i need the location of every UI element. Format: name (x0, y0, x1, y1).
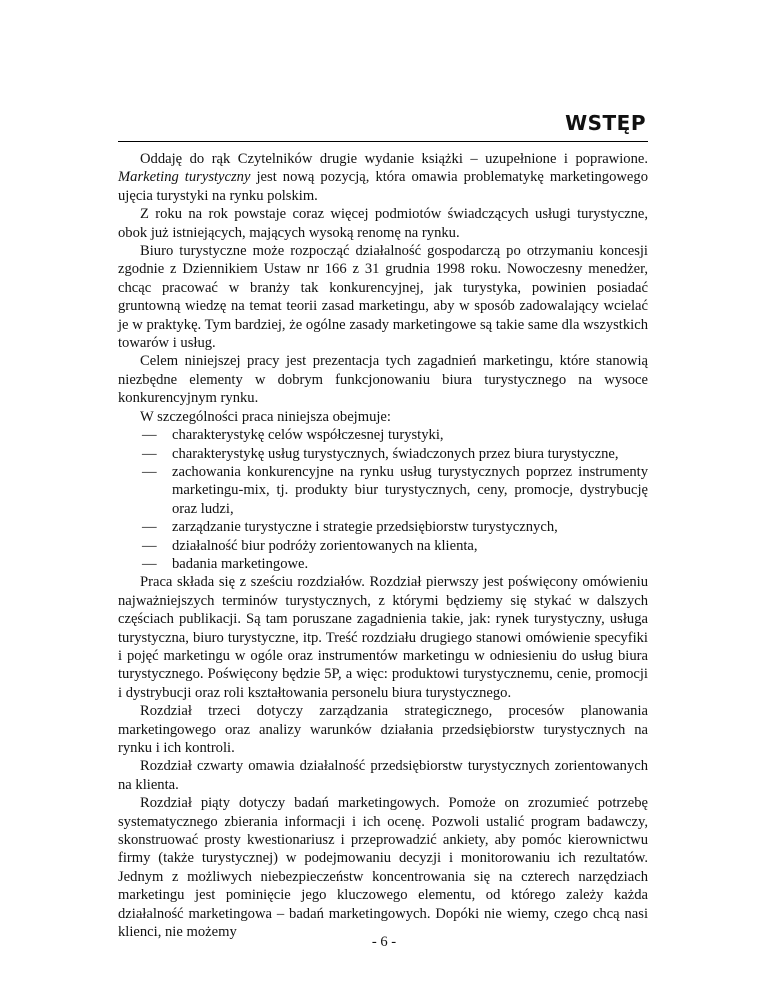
dash-bullet: — (142, 427, 157, 444)
dash-bullet: — (142, 555, 157, 572)
paragraph-1 (118, 150, 648, 205)
header-rule (118, 141, 648, 142)
list-item (118, 445, 648, 463)
paragraph-6: Praca składa się z sześciu rozdziałów. Rozdział pierwszy jest poświęcony omówieniu najważniejszych terminów turystycznych, z którymi będziemy się stykać w dalszych częściach publikacji. Są tam poruszane zagadnienia takie, jak: rynek turystyczny, usługa turystyczna, biuro turystyczne, itp. Treść rozdziału drugiego stanowi omówienie specyfiki i pojęć marketingu w ogóle oraz instrumentów marketingu w odniesieniu do usług biura turystycznego. Poświęcony będzie 5P, a więc: produktowi turystycznemu, cenie, promocji i dystrybucji oraz roli kształtowania personelu biura turystycznego. (118, 574, 648, 701)
chapter-title: WSTĘP (565, 111, 646, 135)
paragraph-5: W szczególności praca niniejsza obejmuje: (140, 408, 391, 425)
paragraph-1-text-b: jest nową pozycją, która omawia problematykę marketingowego ujęcia turystyki na rynku polskim. (118, 169, 649, 204)
page-number: - 6 - (371, 934, 397, 950)
paragraph-8: Rozdział czwarty omawia działalność przedsiębiorstw turystycznych zorientowanych na klienta. (118, 758, 648, 793)
dash-bullet: — (142, 445, 157, 462)
list-item-text: zarządzanie turystyczne i strategie przedsiębiorstw turystycznych, (172, 519, 558, 536)
list-item (118, 537, 648, 555)
list-item-text: działalność biur podróży zorientowanych na klienta, (172, 537, 478, 554)
book-title-italic: Marketing turystyczny (118, 169, 251, 186)
dash-bullet: — (142, 463, 157, 480)
list-item-text: zachowania konkurencyjne na rynku usług turystycznych poprzez instrumenty marketingu-mix, tj. produkty biur turystycznych, ceny, promocje, dystrybucję oraz ludzi, (172, 463, 648, 517)
scope-list (118, 426, 648, 573)
list-item (118, 518, 648, 536)
paragraph-3: Biuro turystyczne może rozpocząć działalność gospodarczą po otrzymaniu koncesji zgodnie z Dziennikiem Ustaw nr 166 z 31 grudnia 1998 roku. Nowoczesny menedżer, chcąc pracować w branży tak konkurencyjnej, jak turystyka, powinien posiadać gruntowną wiedzę na temat teorii zasad marketingu, aby w sposób zadowalający wcielać je w praktykę. Tym bardziej, że ogólne zasady marketingowe są takie same dla wszystkich towarów i usług. (118, 243, 648, 352)
list-item (118, 426, 648, 444)
dash-bullet: — (142, 519, 157, 536)
paragraph-7: Rozdział trzeci dotyczy zarządzania strategicznego, procesów planowania marketingowego oraz analizy warunków działania przedsiębiorstw turystycznych na rynku i ich kontroli. (118, 703, 648, 756)
paragraph-4: Celem niniejszej pracy jest prezentacja tych zagadnień marketingu, które stanowią niezbędne elementy w dobrym funkcjonowaniu biura turystycznego na wysoce konkurencyjnym rynku. (118, 353, 648, 407)
list-item (118, 555, 648, 573)
dash-bullet: — (142, 537, 157, 554)
paragraph-9: Rozdział piąty dotyczy badań marketingowych. Pomoże on zrozumieć potrzebę systematycznego zbierania informacji i ich ocenę. Pozwoli ustalić program badawczy, skonstruować prosty kwestionariusz i przeprowadzić ankiety, aby pomóc kierownictwu firmy (także turystycznej) w podejmowaniu decyzji i monitorowaniu ich rezultatów. Jednym z możliwych niebezpieczeństw koncentrowania się na czterech narzędziach marketingu jest pominięcie jego kluczowego elementu, od którego zależy każda działalność marketingowa – badań marketingowych. Dopóki nie wiemy, czego chcą nasi klienci, nie możemy (118, 795, 648, 941)
list-item-text: charakterystykę usług turystycznych, świadczonych przez biura turystyczne, (172, 445, 619, 462)
list-item-text: charakterystykę celów współczesnej turystyki, (172, 427, 444, 444)
paragraph-1-text-a: Oddaję do rąk Czytelników drugie wydanie książki – uzupełnione i poprawione. (140, 151, 648, 167)
paragraph-2: Z roku na rok powstaje coraz więcej podmiotów świadczących usługi turystyczne, obok już istniejących, mających wysoką renomę na rynku. (118, 206, 648, 241)
list-item-text: badania marketingowe. (172, 555, 309, 572)
list-item (118, 463, 648, 518)
body-text (118, 150, 648, 941)
